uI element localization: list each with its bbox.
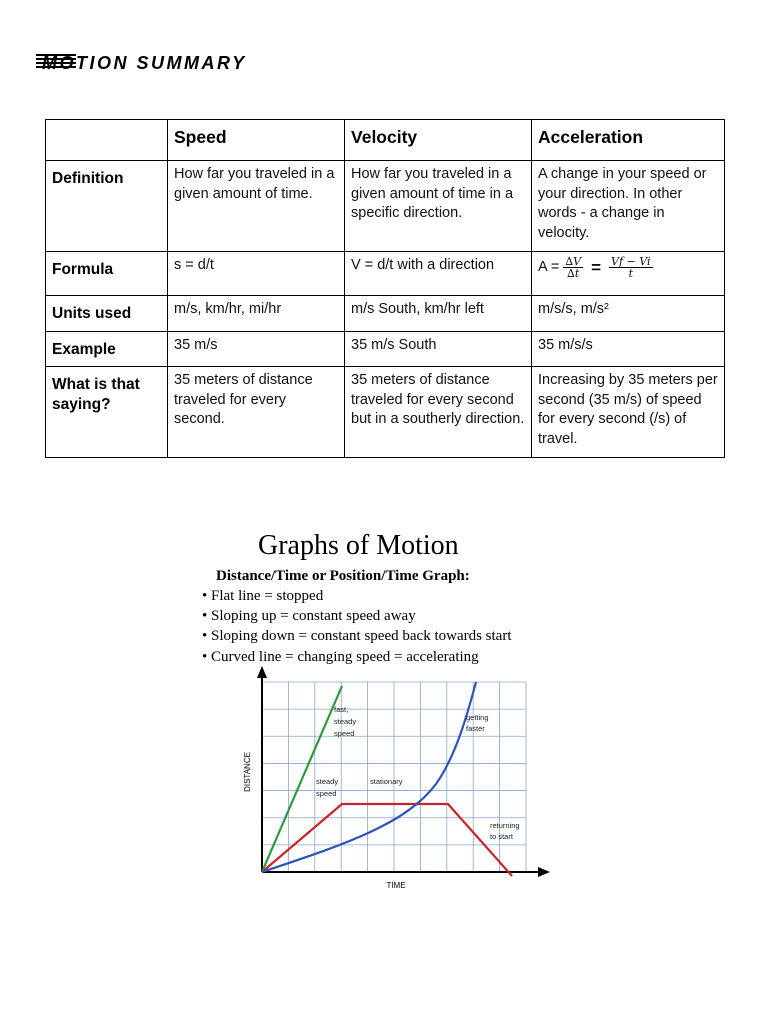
list-item: • Sloping up = constant speed away <box>202 606 560 626</box>
row-label-meaning: What is that saying? <box>46 367 168 458</box>
row-label-formula: Formula <box>46 252 168 296</box>
annotation-faster: faster <box>466 724 485 733</box>
table-row <box>46 367 725 458</box>
row-label-example: Example <box>46 332 168 367</box>
cell-speed: 35 m/s <box>168 332 345 367</box>
fraction-numerator: ∆V <box>565 255 582 268</box>
cell-velocity: How far you traveled in a given amount of time in a specific direction. <box>345 161 532 252</box>
fraction-denominator: ∆t <box>567 267 580 280</box>
equals-sign: = <box>591 257 601 277</box>
list-item: • Flat line = stopped <box>202 586 560 606</box>
cell-acceleration: 35 m/s/s <box>532 332 725 367</box>
cell-velocity: 35 m/s South <box>345 332 532 367</box>
cell-speed: s = d/t <box>168 252 345 296</box>
table-header-row <box>46 120 725 161</box>
header-empty <box>46 120 168 161</box>
series-steady-speed-stationary-returning <box>262 804 512 876</box>
cell-velocity: 35 meters of distance traveled for every second but in a southerly direction. <box>345 367 532 458</box>
fraction-numerator: Vf − Vi <box>611 255 651 268</box>
annotation-steady: steady <box>334 717 357 726</box>
graphs-title: Graphs of Motion <box>258 530 459 561</box>
graphs-of-motion-section <box>200 528 560 667</box>
cell-speed: How far you traveled in a given amount of time. <box>168 161 345 252</box>
header-acceleration: Acceleration <box>532 120 725 161</box>
delta-fraction <box>563 256 583 279</box>
motion-summary-table <box>45 119 725 458</box>
cell-acceleration: Increasing by 35 meters per second (35 m/s) of speed for every second (/s) of travel. <box>532 367 725 458</box>
header-velocity: Velocity <box>345 120 532 161</box>
cell-velocity: V = d/t with a direction <box>345 252 532 296</box>
page-title: MOTION SUMMARY <box>42 53 247 73</box>
cell-acceleration-formula <box>532 252 725 296</box>
header-speed: Speed <box>168 120 345 161</box>
y-axis-label: DISTANCE <box>243 752 252 792</box>
list-item: • Curved line = changing speed = accelerating <box>202 647 560 667</box>
annotation-speed-2: speed <box>316 789 337 798</box>
table-row <box>46 296 725 332</box>
cell-acceleration: A change in your speed or your direction. In other words - a change in velocity. <box>532 161 725 252</box>
cell-speed: 35 meters of distance traveled for every second. <box>168 367 345 458</box>
annotation-to-start: to start <box>490 832 513 841</box>
chart-axes <box>257 666 550 877</box>
annotation-returning: returning <box>490 821 520 830</box>
graphs-subtitle: Distance/Time or Position/Time Graph: <box>216 568 470 584</box>
annotation-speed: speed <box>334 729 355 738</box>
row-label-definition: Definition <box>46 161 168 252</box>
row-label-units: Units used <box>46 296 168 332</box>
formula-prefix: A = <box>538 258 560 275</box>
distance-time-chart <box>236 664 556 900</box>
x-axis-label: TIME <box>386 881 406 890</box>
annotation-steady-2: steady <box>316 777 339 786</box>
annotation-stationary: stationary <box>370 777 403 786</box>
annotation-fast: fast, <box>334 705 349 714</box>
table-row <box>46 252 725 296</box>
cell-speed: m/s, km/hr, mi/hr <box>168 296 345 332</box>
graph-rules-list <box>200 586 560 667</box>
cell-velocity: m/s South, km/hr left <box>345 296 532 332</box>
table-row <box>46 332 725 367</box>
fraction-denominator: t <box>628 267 633 280</box>
annotation-getting: getting <box>466 713 489 722</box>
title-block <box>42 52 247 74</box>
cell-acceleration: m/s/s, m/s² <box>532 296 725 332</box>
velocity-change-fraction <box>609 256 653 279</box>
list-item: • Sloping down = constant speed back towards start <box>202 626 560 646</box>
table-row <box>46 161 725 252</box>
